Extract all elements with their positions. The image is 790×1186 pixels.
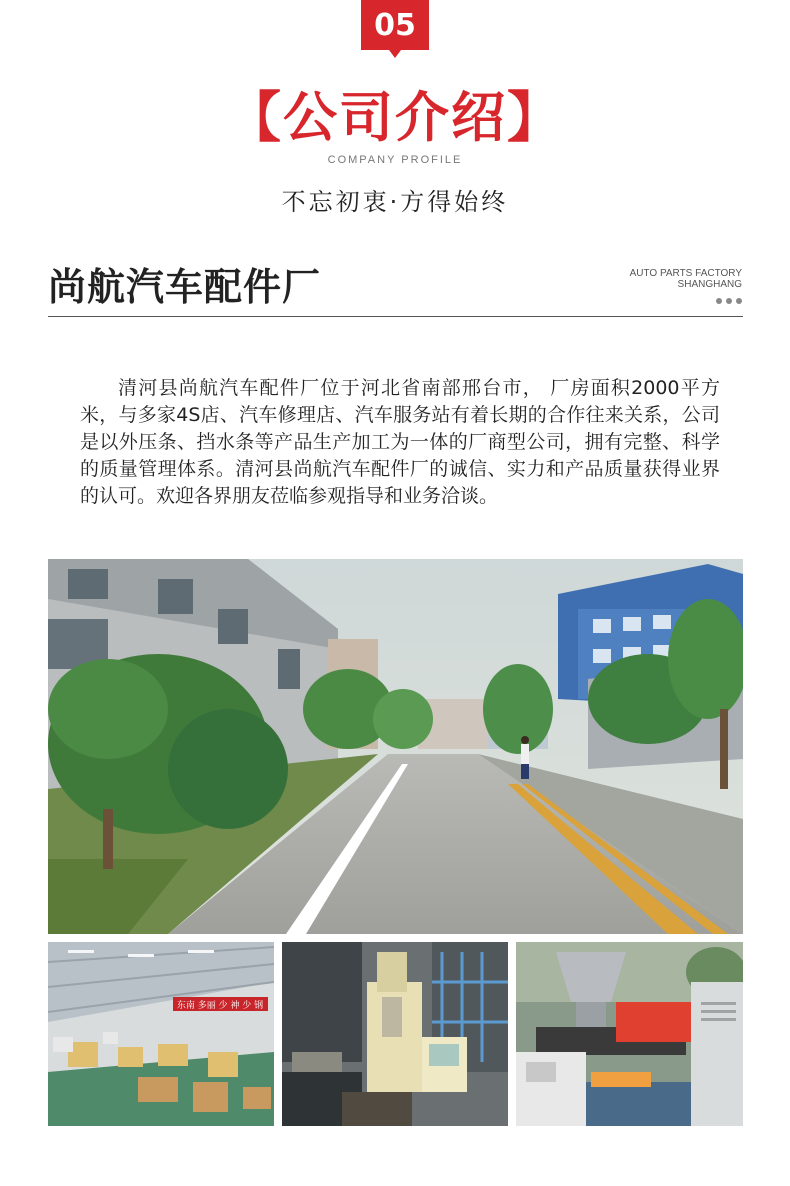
page-subtitle-en: COMPANY PROFILE xyxy=(327,154,463,166)
page-slogan: 不忘初衷·方得始终 xyxy=(281,188,509,216)
company-name-heading: 尚航汽车配件厂 xyxy=(48,265,322,309)
company-name-en-line1: AUTO PARTS FACTORY xyxy=(629,268,742,279)
page-title-wrap xyxy=(0,84,790,152)
section-divider xyxy=(48,316,743,317)
injection-machine-photo xyxy=(282,942,508,1126)
dot-icon xyxy=(736,298,742,304)
factory-road-photo xyxy=(48,559,743,934)
workshop-photo xyxy=(48,942,274,1126)
company-name-en xyxy=(630,268,742,290)
svg-text:东南 多丽 少 神 少 钢: 东南 多丽 少 神 少 钢 xyxy=(176,1001,264,1011)
company-name-en-line2: SHANGHANG xyxy=(677,279,742,290)
decorative-dots xyxy=(716,298,742,304)
dot-icon xyxy=(726,298,732,304)
page-title: 【公司介绍】 xyxy=(227,86,563,149)
extruder-machine-photo xyxy=(516,942,743,1126)
section-number: 05 xyxy=(374,8,416,43)
dot-icon xyxy=(716,298,722,304)
section-number-badge xyxy=(361,0,429,58)
company-intro-paragraph: 清河县尚航汽车配件厂位于河北省南部邢台市， 厂房面积2000平方米，与多家4S店、汽车修理店、汽车服务站有着长期的合作往来关系，公司是以外压条、挡水条等产品生产加工为一体的厂商型公司，拥有完整、科学的质量管理体系。清河县尚航汽车配件厂的诚信、实力和产品质量获得业界的认可。欢迎各界朋友莅临参观指导和业务洽谈。 xyxy=(80,377,720,507)
